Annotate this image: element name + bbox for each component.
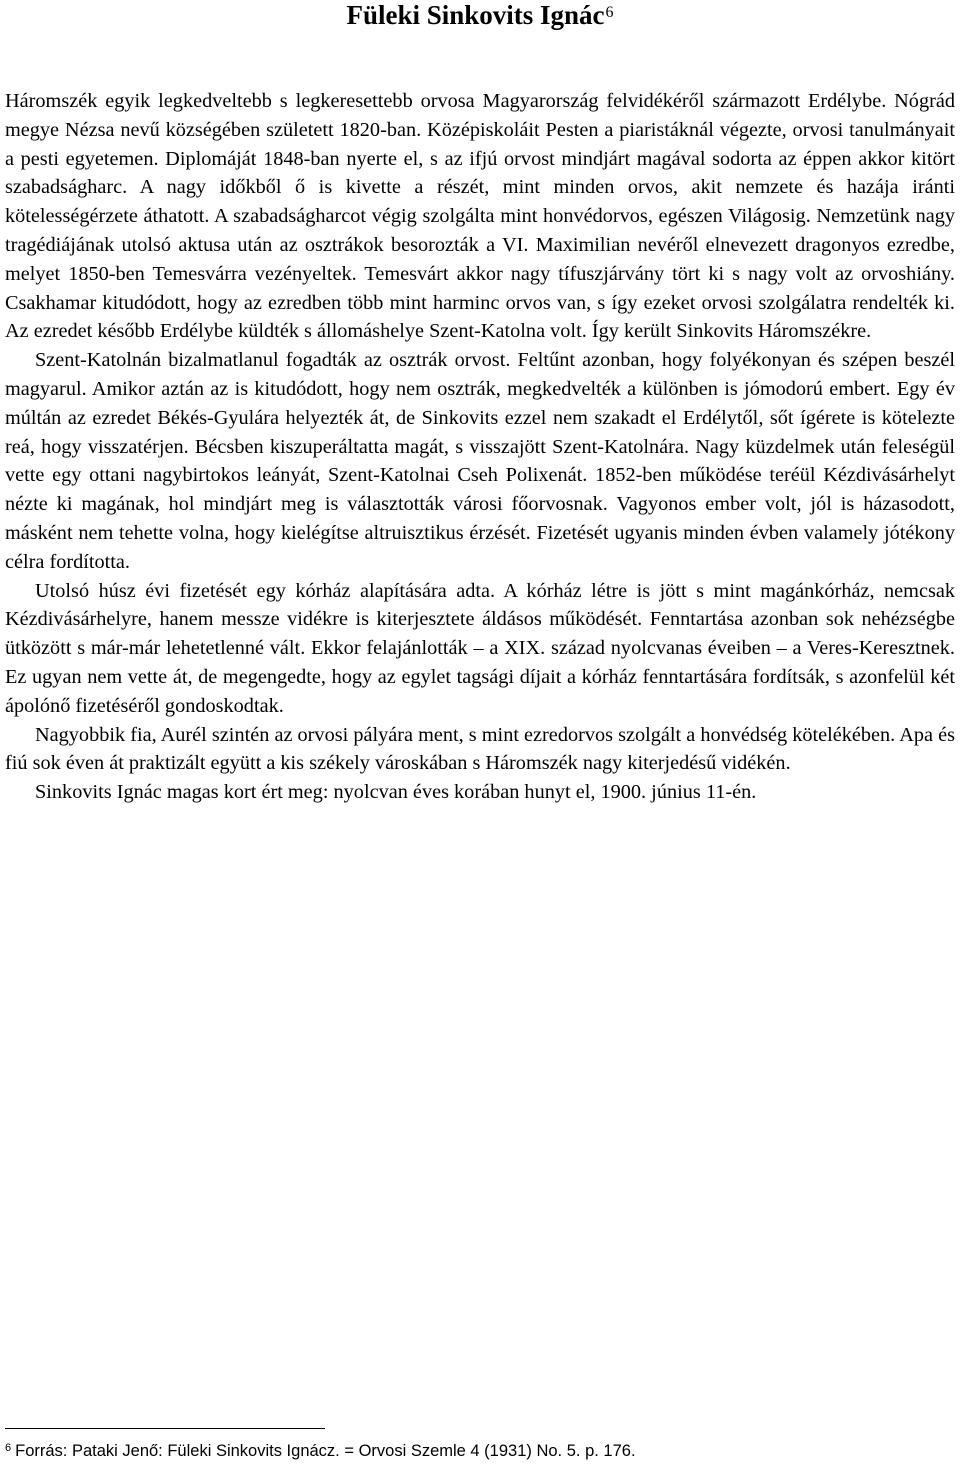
paragraph-3: Utolsó húsz évi fizetését egy kórház alapítására adta. A kórház létre is jött s mint magánkórház, nemcsak Kézdivásárhelyre, hanem messze vidékre is kiterjesztete áldásos működését. Fenntartása azonban sok nehézségbe ütközött s már-már lehetetlenné vált. Ekkor felajánlották – a XIX. század nyolcvanas éveiben – a Veres-Keresztnek. Ez ugyan nem vette át, de megengedte, hogy az egylet tagsági díjait a kórház fenntartására fordítsák, s azonfelül két ápolónő fizetéséről gondoskodtak.: [5, 579, 955, 717]
paragraph-5: Sinkovits Ignác magas kort ért meg: nyolcvan éves korában hunyt el, 1900. június 11-én.: [35, 781, 757, 804]
title-text: Füleki Sinkovits Ignác: [346, 0, 605, 30]
paragraph-4: Nagyobbik fia, Aurél szintén az orvosi pályára ment, s mint ezredorvos szolgált a honvédség kötelékében. Apa és fiú sok éven át praktizált együtt a kis székely városkában s Háromszék nagy kiterjedésű vidékén.: [5, 723, 955, 775]
title-footnote-mark: 6: [605, 4, 614, 21]
article-body: [5, 87, 955, 807]
footnote-text: Forrás: Pataki Jenő: Füleki Sinkovits Ignácz. = Orvosi Szemle 4 (1931) No. 5. p. 176.: [15, 1442, 636, 1460]
paragraph-2: Szent-Katolnán bizalmatlanul fogadták az osztrák orvost. Feltűnt azonban, hogy folyékonyan és szépen beszél magyarul. Amikor aztán az is kitudódott, hogy nem osztrák, megkedvelték a különben is jómodorú embert. Egy év múltán az ezredet Békés-Gyulára helyezték át, de Sinkovits ezzel nem szakadt el Erdélytől, sőt ígérete is kötelezte reá, hogy visszatérjen. Bécsben kiszuperáltatta magát, s visszajött Szent-Katolnára. Nagy küzdelmek után feleségül vette egy ottani nagybirtokos leányát, Szent-Katolnai Cseh Polixenát. 1852-ben működése teréül Kézdivásárhelyt nézte ki magának, hol mindjárt meg is választották városi főorvosnak. Vagyonos ember volt, jól is házasodott, másként nem tehette volna, hogy kielégítse altruisztikus érzését. Fizetését ugyanis minden évben valamely jótékony célra fordította.: [5, 349, 955, 573]
paragraph-1: Háromszék egyik legkedveltebb s legkeresettebb orvosa Magyarország felvidékéről származott Erdélybe. Nógrád megye Nézsa nevű községében született 1820-ban. Középiskoláit Pesten a piaristáknál végezte, orvosi tanulmányait a pesti egyetemen. Diplomáját 1848-ban nyerte el, s az ifjú orvost mindjárt magával sodorta az éppen akkor kitört szabadságharc. A nagy időkből ő is kivette a részét, mint minden orvos, akit nemzete és hazája iránti kötelességérzete áthatott. A szabadságharcot végig szolgálta mint honvédorvos, egészen Világosig. Nemzetünk nagy tragédiájának utolsó aktusa után az osztrákok besorozták a VI. Maximilian nevéről elnevezett dragonyos ezredbe, melyet 1850-ben Temesvárra vezényeltek. Temesvárt akkor nagy tífuszjárvány tört ki s nagy volt az orvoshiány. Csakhamar kitudódott, hogy az ezredben több mint harminc orvos van, s így ezeket orvosi szolgálatra rendelték ki. Az ezredet később Erdélybe küldték s állomáshelye Szent-Katolna volt. Így került Sinkovits Háromszékre.: [5, 90, 955, 343]
footnote: [5, 1441, 955, 1461]
footnote-mark: 6: [5, 1442, 12, 1454]
footnote-divider: [5, 1428, 325, 1429]
page-title: [0, 0, 960, 30]
